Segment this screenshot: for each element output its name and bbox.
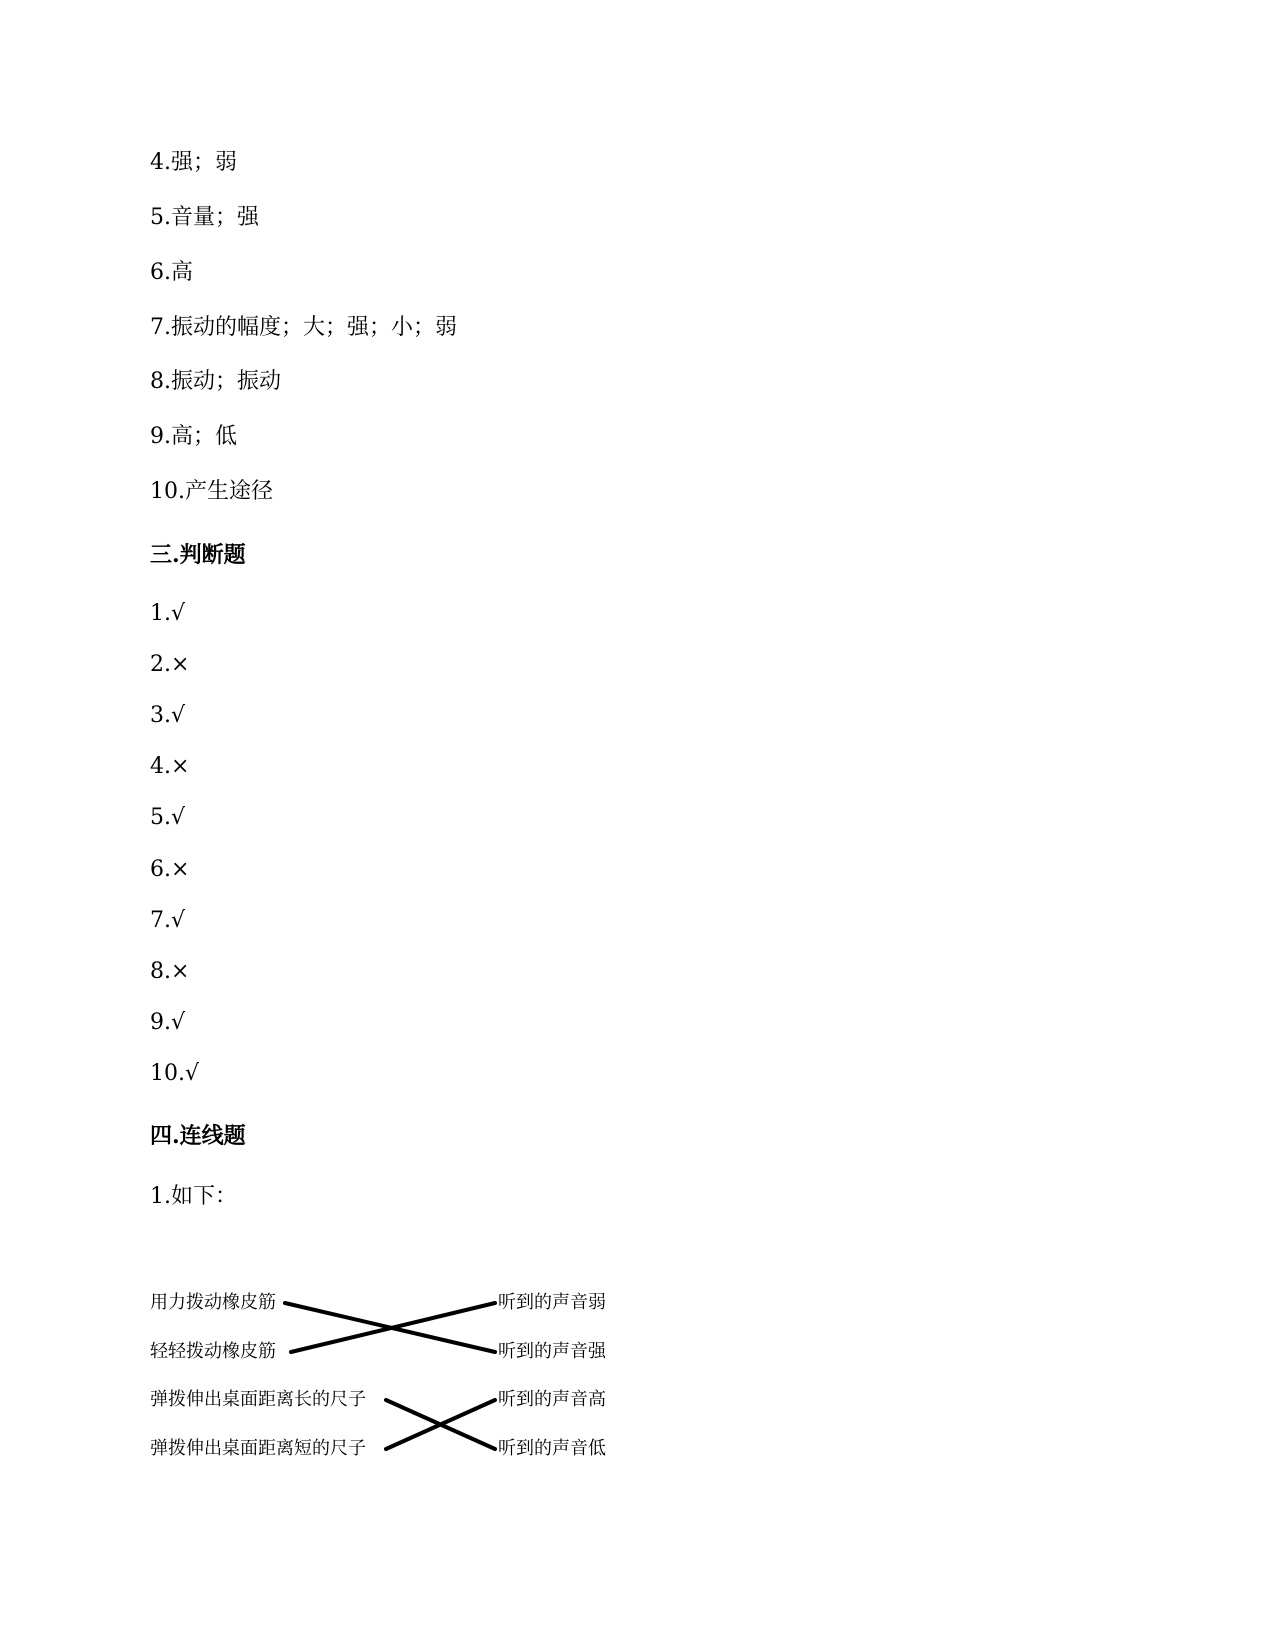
fill-answer-10: 10.产生途径 (150, 479, 273, 504)
fill-answer-7: 7.振动的幅度；大；强；小；弱 (150, 315, 457, 340)
judge-answer-2: 2.× (150, 652, 190, 677)
right-item-2: 听到的声音强 (498, 1341, 606, 1362)
right-item-1: 听到的声音弱 (498, 1292, 606, 1313)
match-item-intro: 1.如下： (150, 1184, 237, 1209)
judge-answer-6: 6.× (150, 857, 190, 882)
left-item-4: 弹拨伸出桌面距离短的尺子 (150, 1438, 366, 1459)
fill-answer-9: 9.高；低 (150, 424, 237, 449)
judge-answer-3: 3.√ (150, 703, 186, 728)
judge-answer-10: 10.√ (150, 1061, 200, 1086)
matching-lines-figure (150, 1283, 630, 1463)
section-title-judge: 三.判断题 (150, 542, 246, 568)
right-item-4: 听到的声音低 (498, 1438, 606, 1459)
judge-answer-8: 8.× (150, 959, 190, 984)
left-item-2: 轻轻拨动橡皮筋 (150, 1341, 276, 1362)
left-item-1: 用力拨动橡皮筋 (150, 1292, 276, 1313)
fill-answer-4: 4.强；弱 (150, 150, 237, 175)
judge-answer-4: 4.× (150, 754, 190, 779)
connection-lines (285, 1303, 495, 1449)
section-title-match: 四.连线题 (150, 1123, 246, 1149)
judge-answer-7: 7.√ (150, 908, 186, 933)
fill-answer-8: 8.振动；振动 (150, 369, 281, 394)
fill-answer-6: 6.高 (150, 260, 193, 285)
left-item-3: 弹拨伸出桌面距离长的尺子 (150, 1389, 366, 1410)
judge-answer-9: 9.√ (150, 1010, 186, 1035)
right-item-3: 听到的声音高 (498, 1389, 606, 1410)
fill-answer-5: 5.音量；强 (150, 205, 259, 230)
judge-answer-5: 5.√ (150, 805, 186, 830)
judge-answer-1: 1.√ (150, 601, 186, 626)
